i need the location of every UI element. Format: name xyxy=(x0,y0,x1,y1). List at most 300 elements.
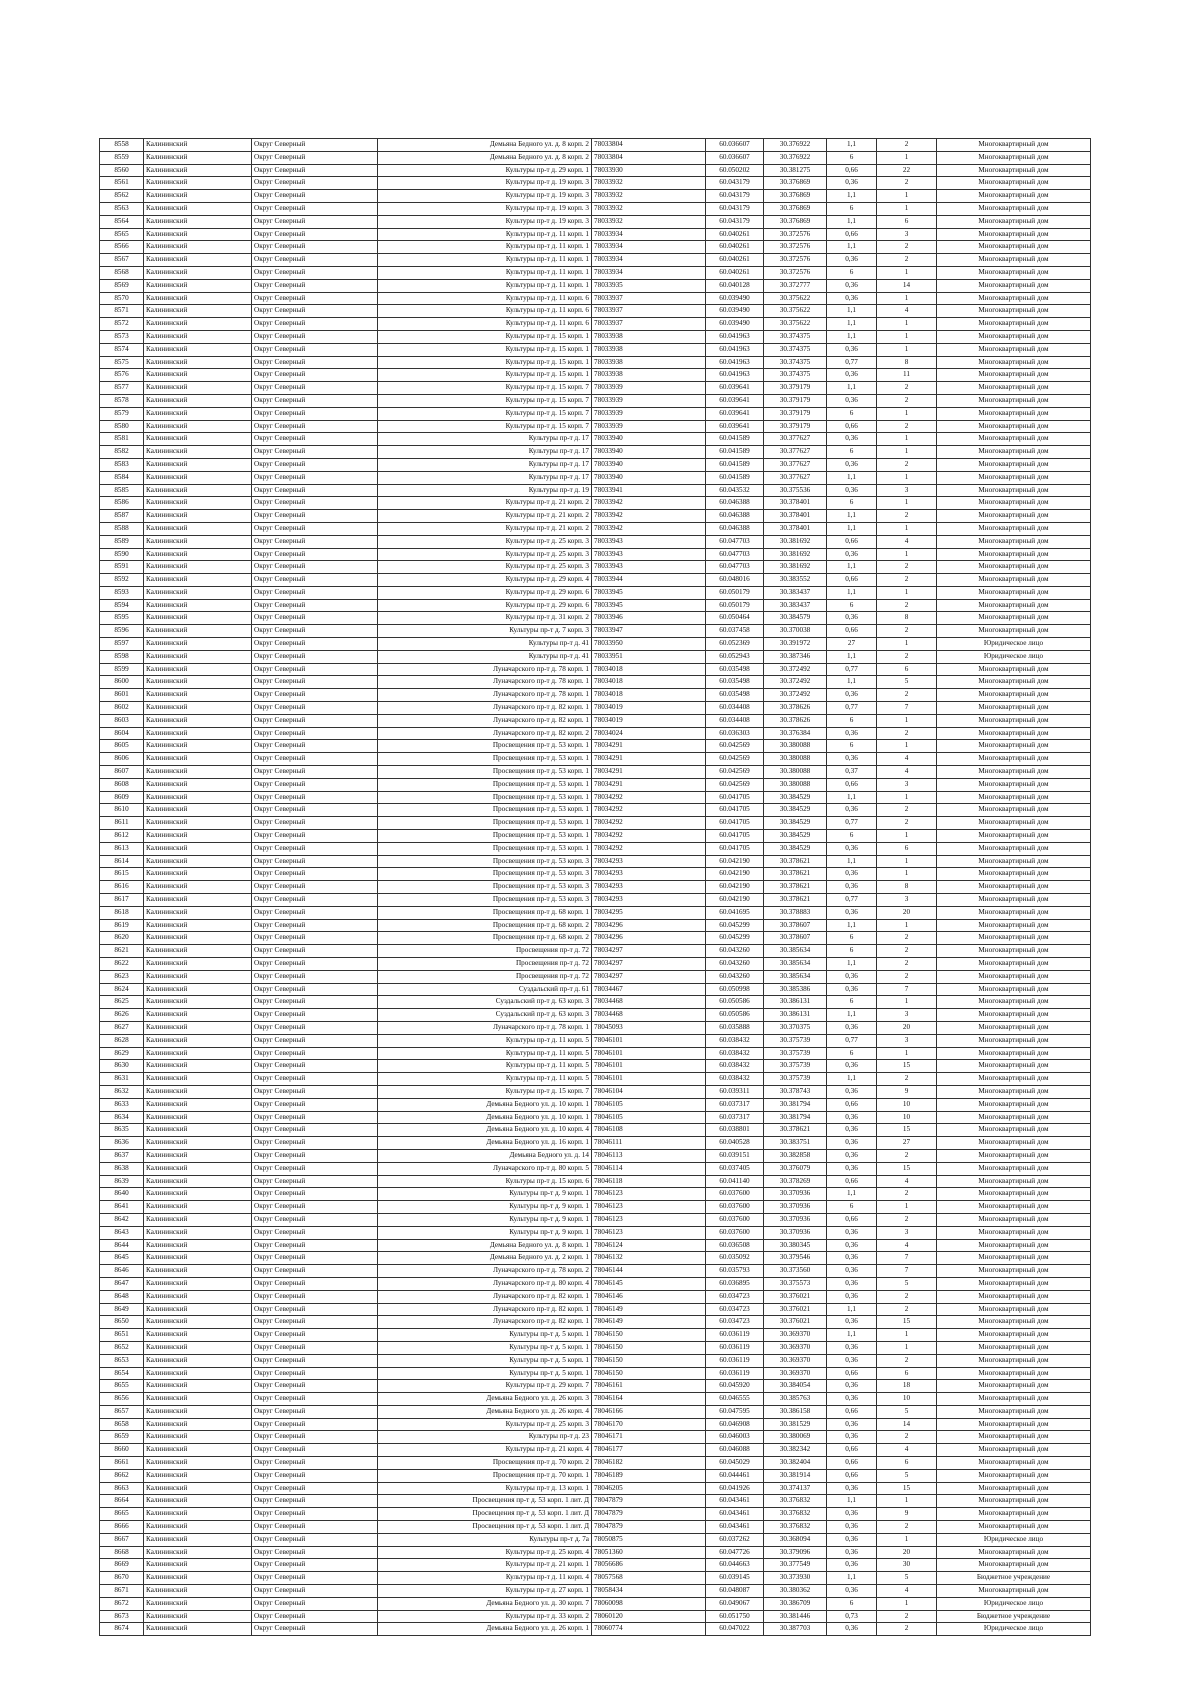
object-type-cell: Многоквартирный дом xyxy=(937,689,1091,702)
okrug-cell: Округ Северный xyxy=(252,766,378,779)
longitude-cell: 30.386131 xyxy=(764,1009,827,1022)
longitude-cell: 30.381446 xyxy=(764,1610,827,1623)
district-cell: Калининский xyxy=(144,855,252,868)
code-cell: 78046105 xyxy=(592,1098,706,1111)
okrug-cell: Округ Северный xyxy=(252,753,378,766)
code-cell: 78033942 xyxy=(592,522,706,535)
count-cell: 2 xyxy=(877,139,937,152)
rate-cell: 1,1 xyxy=(827,1495,877,1508)
latitude-cell: 60.036119 xyxy=(706,1354,764,1367)
okrug-cell: Округ Северный xyxy=(252,382,378,395)
table-row xyxy=(100,1610,1091,1623)
table-row xyxy=(100,471,1091,484)
object-type-cell: Многоквартирный дом xyxy=(937,510,1091,523)
table-row xyxy=(100,1111,1091,1124)
latitude-cell: 60.043260 xyxy=(706,945,764,958)
district-cell: Калининский xyxy=(144,1149,252,1162)
latitude-cell: 60.036895 xyxy=(706,1277,764,1290)
address-cell: Культуры пр-т д. 15 корп. 7 xyxy=(378,407,592,420)
okrug-cell: Округ Северный xyxy=(252,1009,378,1022)
row-number-cell: 8613 xyxy=(100,842,144,855)
latitude-cell: 60.034723 xyxy=(706,1303,764,1316)
object-type-cell: Многоквартирный дом xyxy=(937,740,1091,753)
data-sheet xyxy=(99,138,1090,1636)
table-row xyxy=(100,382,1091,395)
table-row xyxy=(100,1508,1091,1521)
district-cell: Калининский xyxy=(144,842,252,855)
rate-cell: 0,36 xyxy=(827,1124,877,1137)
rate-cell: 0,36 xyxy=(827,1265,877,1278)
longitude-cell: 30.382404 xyxy=(764,1457,827,1470)
code-cell: 78033939 xyxy=(592,394,706,407)
okrug-cell: Округ Северный xyxy=(252,1495,378,1508)
latitude-cell: 60.037405 xyxy=(706,1162,764,1175)
rate-cell: 6 xyxy=(827,996,877,1009)
rate-cell: 1,1 xyxy=(827,650,877,663)
row-number-cell: 8583 xyxy=(100,458,144,471)
okrug-cell: Округ Северный xyxy=(252,714,378,727)
address-cell: Луначарского пр-т д. 78 корп. 1 xyxy=(378,689,592,702)
longitude-cell: 30.375739 xyxy=(764,1047,827,1060)
rate-cell: 6 xyxy=(827,714,877,727)
code-cell: 78033932 xyxy=(592,190,706,203)
count-cell: 2 xyxy=(877,394,937,407)
okrug-cell: Округ Северный xyxy=(252,1546,378,1559)
object-type-cell: Многоквартирный дом xyxy=(937,382,1091,395)
count-cell: 3 xyxy=(877,894,937,907)
table-row xyxy=(100,1521,1091,1534)
district-cell: Калининский xyxy=(144,1508,252,1521)
row-number-cell: 8606 xyxy=(100,753,144,766)
longitude-cell: 30.372576 xyxy=(764,228,827,241)
table-row xyxy=(100,1290,1091,1303)
district-cell: Калининский xyxy=(144,522,252,535)
rate-cell: 1,1 xyxy=(827,958,877,971)
code-cell: 78034293 xyxy=(592,868,706,881)
table-row xyxy=(100,791,1091,804)
latitude-cell: 60.041589 xyxy=(706,471,764,484)
count-cell: 1 xyxy=(877,586,937,599)
object-type-cell: Многоквартирный дом xyxy=(937,190,1091,203)
table-row xyxy=(100,151,1091,164)
district-cell: Калининский xyxy=(144,1546,252,1559)
count-cell: 18 xyxy=(877,1380,937,1393)
table-row xyxy=(100,1431,1091,1444)
count-cell: 2 xyxy=(877,945,937,958)
object-type-cell: Многоквартирный дом xyxy=(937,778,1091,791)
count-cell: 2 xyxy=(877,177,937,190)
table-row xyxy=(100,305,1091,318)
address-cell: Культуры пр-т д. 9 корп. 1 xyxy=(378,1226,592,1239)
table-row xyxy=(100,1085,1091,1098)
table-row xyxy=(100,1175,1091,1188)
address-cell: Луначарского пр-т д. 80 корп. 4 xyxy=(378,1277,592,1290)
longitude-cell: 30.374375 xyxy=(764,343,827,356)
address-cell: Культуры пр-т д. 19 корп. 3 xyxy=(378,190,592,203)
count-cell: 6 xyxy=(877,663,937,676)
rate-cell: 6 xyxy=(827,151,877,164)
code-cell: 78033944 xyxy=(592,574,706,587)
rate-cell: 0,36 xyxy=(827,1085,877,1098)
count-cell: 15 xyxy=(877,1060,937,1073)
count-cell: 2 xyxy=(877,1149,937,1162)
longitude-cell: 30.379179 xyxy=(764,394,827,407)
table-row xyxy=(100,1149,1091,1162)
okrug-cell: Округ Северный xyxy=(252,510,378,523)
okrug-cell: Округ Северный xyxy=(252,484,378,497)
longitude-cell: 30.379179 xyxy=(764,382,827,395)
row-number-cell: 8584 xyxy=(100,471,144,484)
count-cell: 10 xyxy=(877,1111,937,1124)
object-type-cell: Многоквартирный дом xyxy=(937,983,1091,996)
district-cell: Калининский xyxy=(144,394,252,407)
table-row xyxy=(100,1124,1091,1137)
district-cell: Калининский xyxy=(144,919,252,932)
object-type-cell: Многоквартирный дом xyxy=(937,1546,1091,1559)
code-cell: 78046189 xyxy=(592,1469,706,1482)
code-cell: 78033939 xyxy=(592,407,706,420)
row-number-cell: 8662 xyxy=(100,1469,144,1482)
district-cell: Калининский xyxy=(144,1201,252,1214)
count-cell: 1 xyxy=(877,1533,937,1546)
object-type-cell: Многоквартирный дом xyxy=(937,945,1091,958)
longitude-cell: 30.375573 xyxy=(764,1277,827,1290)
okrug-cell: Округ Северный xyxy=(252,1098,378,1111)
okrug-cell: Округ Северный xyxy=(252,1124,378,1137)
rate-cell: 0,66 xyxy=(827,1098,877,1111)
okrug-cell: Округ Северный xyxy=(252,228,378,241)
latitude-cell: 60.043179 xyxy=(706,215,764,228)
address-cell: Культуры пр-т д. 11 корп. 6 xyxy=(378,305,592,318)
code-cell: 78033938 xyxy=(592,330,706,343)
rate-cell: 0,36 xyxy=(827,842,877,855)
longitude-cell: 30.370038 xyxy=(764,625,827,638)
longitude-cell: 30.368094 xyxy=(764,1533,827,1546)
rate-cell: 0,36 xyxy=(827,433,877,446)
count-cell: 2 xyxy=(877,254,937,267)
code-cell: 78056686 xyxy=(592,1559,706,1572)
okrug-cell: Округ Северный xyxy=(252,292,378,305)
district-cell: Калининский xyxy=(144,1137,252,1150)
row-number-cell: 8599 xyxy=(100,663,144,676)
longitude-cell: 30.374137 xyxy=(764,1482,827,1495)
latitude-cell: 60.035888 xyxy=(706,1021,764,1034)
address-cell: Культуры пр-т д. 5 корп. 1 xyxy=(378,1354,592,1367)
district-cell: Калининский xyxy=(144,407,252,420)
address-cell: Просвещения пр-т д. 53 корп. 3 xyxy=(378,855,592,868)
code-cell: 78033932 xyxy=(592,177,706,190)
object-type-cell: Многоквартирный дом xyxy=(937,1469,1091,1482)
rate-cell: 0,77 xyxy=(827,702,877,715)
longitude-cell: 30.380088 xyxy=(764,778,827,791)
object-type-cell: Многоквартирный дом xyxy=(937,1316,1091,1329)
okrug-cell: Округ Северный xyxy=(252,1597,378,1610)
longitude-cell: 30.372492 xyxy=(764,663,827,676)
object-type-cell: Многоквартирный дом xyxy=(937,292,1091,305)
table-row xyxy=(100,714,1091,727)
object-type-cell: Многоквартирный дом xyxy=(937,228,1091,241)
count-cell: 11 xyxy=(877,369,937,382)
longitude-cell: 30.382342 xyxy=(764,1444,827,1457)
longitude-cell: 30.380088 xyxy=(764,766,827,779)
latitude-cell: 60.046555 xyxy=(706,1393,764,1406)
code-cell: 78033942 xyxy=(592,510,706,523)
latitude-cell: 60.038432 xyxy=(706,1047,764,1060)
longitude-cell: 30.376832 xyxy=(764,1508,827,1521)
object-type-cell: Многоквартирный дом xyxy=(937,804,1091,817)
longitude-cell: 30.378401 xyxy=(764,497,827,510)
code-cell: 78046150 xyxy=(592,1354,706,1367)
count-cell: 1 xyxy=(877,740,937,753)
row-number-cell: 8615 xyxy=(100,868,144,881)
district-cell: Калининский xyxy=(144,996,252,1009)
object-type-cell: Многоквартирный дом xyxy=(937,1047,1091,1060)
longitude-cell: 30.378621 xyxy=(764,1124,827,1137)
object-type-cell: Многоквартирный дом xyxy=(937,1265,1091,1278)
row-number-cell: 8598 xyxy=(100,650,144,663)
latitude-cell: 60.041963 xyxy=(706,343,764,356)
longitude-cell: 30.375622 xyxy=(764,318,827,331)
code-cell: 78047879 xyxy=(592,1508,706,1521)
row-number-cell: 8640 xyxy=(100,1188,144,1201)
longitude-cell: 30.373930 xyxy=(764,1572,827,1585)
object-type-cell: Многоквартирный дом xyxy=(937,561,1091,574)
district-cell: Калининский xyxy=(144,676,252,689)
count-cell: 27 xyxy=(877,1137,937,1150)
object-type-cell: Многоквартирный дом xyxy=(937,727,1091,740)
okrug-cell: Округ Северный xyxy=(252,561,378,574)
rate-cell: 6 xyxy=(827,932,877,945)
rate-cell: 0,36 xyxy=(827,727,877,740)
code-cell: 78034018 xyxy=(592,689,706,702)
table-row xyxy=(100,1162,1091,1175)
count-cell: 1 xyxy=(877,868,937,881)
count-cell: 2 xyxy=(877,1521,937,1534)
table-row xyxy=(100,177,1091,190)
code-cell: 78033941 xyxy=(592,484,706,497)
rate-cell: 0,36 xyxy=(827,1111,877,1124)
row-number-cell: 8609 xyxy=(100,791,144,804)
object-type-cell: Многоквартирный дом xyxy=(937,1213,1091,1226)
row-number-cell: 8633 xyxy=(100,1098,144,1111)
rate-cell: 0,36 xyxy=(827,484,877,497)
row-number-cell: 8588 xyxy=(100,522,144,535)
code-cell: 78034024 xyxy=(592,727,706,740)
district-cell: Калининский xyxy=(144,1303,252,1316)
latitude-cell: 60.039641 xyxy=(706,382,764,395)
code-cell: 78033950 xyxy=(592,638,706,651)
count-cell: 1 xyxy=(877,791,937,804)
code-cell: 78033934 xyxy=(592,228,706,241)
latitude-cell: 60.047726 xyxy=(706,1546,764,1559)
row-number-cell: 8611 xyxy=(100,817,144,830)
district-cell: Калининский xyxy=(144,612,252,625)
longitude-cell: 30.381692 xyxy=(764,535,827,548)
table-row xyxy=(100,1047,1091,1060)
latitude-cell: 60.038432 xyxy=(706,1034,764,1047)
row-number-cell: 8589 xyxy=(100,535,144,548)
okrug-cell: Округ Северный xyxy=(252,343,378,356)
object-type-cell: Многоквартирный дом xyxy=(937,241,1091,254)
longitude-cell: 30.375739 xyxy=(764,1034,827,1047)
longitude-cell: 30.372492 xyxy=(764,689,827,702)
code-cell: 78046101 xyxy=(592,1073,706,1086)
longitude-cell: 30.370936 xyxy=(764,1213,827,1226)
rate-cell: 6 xyxy=(827,202,877,215)
okrug-cell: Округ Северный xyxy=(252,139,378,152)
code-cell: 78033938 xyxy=(592,356,706,369)
okrug-cell: Округ Северный xyxy=(252,497,378,510)
latitude-cell: 60.036607 xyxy=(706,139,764,152)
row-number-cell: 8641 xyxy=(100,1201,144,1214)
address-cell: Культуры пр-т д. 7 корп. 3 xyxy=(378,625,592,638)
latitude-cell: 60.035092 xyxy=(706,1252,764,1265)
object-type-cell: Многоквартирный дом xyxy=(937,1418,1091,1431)
count-cell: 5 xyxy=(877,1572,937,1585)
address-cell: Культуры пр-т д. 9 корп. 1 xyxy=(378,1201,592,1214)
code-cell: 78046104 xyxy=(592,1085,706,1098)
latitude-cell: 60.037600 xyxy=(706,1213,764,1226)
address-cell: Просвещения пр-т д. 70 корп. 2 xyxy=(378,1457,592,1470)
rate-cell: 6 xyxy=(827,497,877,510)
latitude-cell: 60.043532 xyxy=(706,484,764,497)
object-type-cell: Многоквартирный дом xyxy=(937,484,1091,497)
district-cell: Калининский xyxy=(144,1559,252,1572)
okrug-cell: Округ Северный xyxy=(252,868,378,881)
object-type-cell: Многоквартирный дом xyxy=(937,343,1091,356)
row-number-cell: 8632 xyxy=(100,1085,144,1098)
object-type-cell: Многоквартирный дом xyxy=(937,1098,1091,1111)
district-cell: Калининский xyxy=(144,650,252,663)
object-type-cell: Многоквартирный дом xyxy=(937,266,1091,279)
table-row xyxy=(100,1188,1091,1201)
table-row xyxy=(100,279,1091,292)
rate-cell: 0,66 xyxy=(827,164,877,177)
table-row xyxy=(100,1341,1091,1354)
table-row xyxy=(100,855,1091,868)
code-cell: 78033940 xyxy=(592,458,706,471)
longitude-cell: 30.379179 xyxy=(764,407,827,420)
table-row xyxy=(100,996,1091,1009)
code-cell: 78051360 xyxy=(592,1546,706,1559)
object-type-cell: Многоквартирный дом xyxy=(937,1162,1091,1175)
row-number-cell: 8566 xyxy=(100,241,144,254)
count-cell: 1 xyxy=(877,1329,937,1342)
count-cell: 8 xyxy=(877,356,937,369)
rate-cell: 1,1 xyxy=(827,190,877,203)
district-cell: Калининский xyxy=(144,330,252,343)
row-number-cell: 8576 xyxy=(100,369,144,382)
code-cell: 78046149 xyxy=(592,1316,706,1329)
table-row xyxy=(100,1418,1091,1431)
address-cell: Культуры пр-т д. 25 корп. 3 xyxy=(378,535,592,548)
rate-cell: 0,36 xyxy=(827,1508,877,1521)
code-cell: 78034296 xyxy=(592,919,706,932)
code-cell: 78033940 xyxy=(592,433,706,446)
address-cell: Культуры пр-т д. 19 корп. 3 xyxy=(378,202,592,215)
table-row xyxy=(100,817,1091,830)
count-cell: 1 xyxy=(877,714,937,727)
count-cell: 1 xyxy=(877,292,937,305)
count-cell: 8 xyxy=(877,881,937,894)
row-number-cell: 8648 xyxy=(100,1290,144,1303)
row-number-cell: 8652 xyxy=(100,1341,144,1354)
count-cell: 6 xyxy=(877,215,937,228)
row-number-cell: 8650 xyxy=(100,1316,144,1329)
rate-cell: 1,1 xyxy=(827,855,877,868)
object-type-cell: Многоквартирный дом xyxy=(937,855,1091,868)
okrug-cell: Округ Северный xyxy=(252,1021,378,1034)
object-type-cell: Многоквартирный дом xyxy=(937,1354,1091,1367)
row-number-cell: 8597 xyxy=(100,638,144,651)
row-number-cell: 8660 xyxy=(100,1444,144,1457)
okrug-cell: Округ Северный xyxy=(252,1137,378,1150)
latitude-cell: 60.047022 xyxy=(706,1623,764,1636)
object-type-cell: Бюджетное учреждение xyxy=(937,1572,1091,1585)
count-cell: 1 xyxy=(877,202,937,215)
district-cell: Калининский xyxy=(144,510,252,523)
rate-cell: 0,66 xyxy=(827,1469,877,1482)
longitude-cell: 30.384529 xyxy=(764,842,827,855)
latitude-cell: 60.039641 xyxy=(706,407,764,420)
okrug-cell: Округ Северный xyxy=(252,151,378,164)
object-type-cell: Многоквартирный дом xyxy=(937,612,1091,625)
code-cell: 78060774 xyxy=(592,1623,706,1636)
rate-cell: 0,66 xyxy=(827,574,877,587)
district-cell: Калининский xyxy=(144,139,252,152)
row-number-cell: 8564 xyxy=(100,215,144,228)
address-cell: Культуры пр-т д. 29 корп. 6 xyxy=(378,586,592,599)
latitude-cell: 60.035793 xyxy=(706,1265,764,1278)
rate-cell: 0,36 xyxy=(827,1149,877,1162)
rate-cell: 6 xyxy=(827,1047,877,1060)
address-cell: Демьяна Бедного ул. д. 10 корп. 1 xyxy=(378,1111,592,1124)
table-row xyxy=(100,1585,1091,1598)
address-cell: Культуры пр-т д. 29 корп. 1 xyxy=(378,164,592,177)
code-cell: 78046123 xyxy=(592,1213,706,1226)
rate-cell: 0,36 xyxy=(827,279,877,292)
row-number-cell: 8558 xyxy=(100,139,144,152)
okrug-cell: Округ Северный xyxy=(252,638,378,651)
count-cell: 2 xyxy=(877,382,937,395)
row-number-cell: 8674 xyxy=(100,1623,144,1636)
code-cell: 78046101 xyxy=(592,1034,706,1047)
longitude-cell: 30.374375 xyxy=(764,330,827,343)
okrug-cell: Округ Северный xyxy=(252,1623,378,1636)
rate-cell: 0,73 xyxy=(827,1610,877,1623)
longitude-cell: 30.374375 xyxy=(764,369,827,382)
district-cell: Калининский xyxy=(144,164,252,177)
object-type-cell: Многоквартирный дом xyxy=(937,1073,1091,1086)
okrug-cell: Округ Северный xyxy=(252,318,378,331)
object-type-cell: Многоквартирный дом xyxy=(937,407,1091,420)
district-cell: Калининский xyxy=(144,881,252,894)
longitude-cell: 30.375739 xyxy=(764,1073,827,1086)
count-cell: 1 xyxy=(877,1047,937,1060)
rate-cell: 6 xyxy=(827,740,877,753)
okrug-cell: Округ Северный xyxy=(252,702,378,715)
district-cell: Калининский xyxy=(144,1585,252,1598)
longitude-cell: 30.380088 xyxy=(764,740,827,753)
code-cell: 78033938 xyxy=(592,369,706,382)
okrug-cell: Округ Северный xyxy=(252,279,378,292)
row-number-cell: 8569 xyxy=(100,279,144,292)
okrug-cell: Округ Северный xyxy=(252,586,378,599)
district-cell: Калининский xyxy=(144,535,252,548)
row-number-cell: 8559 xyxy=(100,151,144,164)
latitude-cell: 60.046388 xyxy=(706,522,764,535)
object-type-cell: Юридическое лицо xyxy=(937,1597,1091,1610)
